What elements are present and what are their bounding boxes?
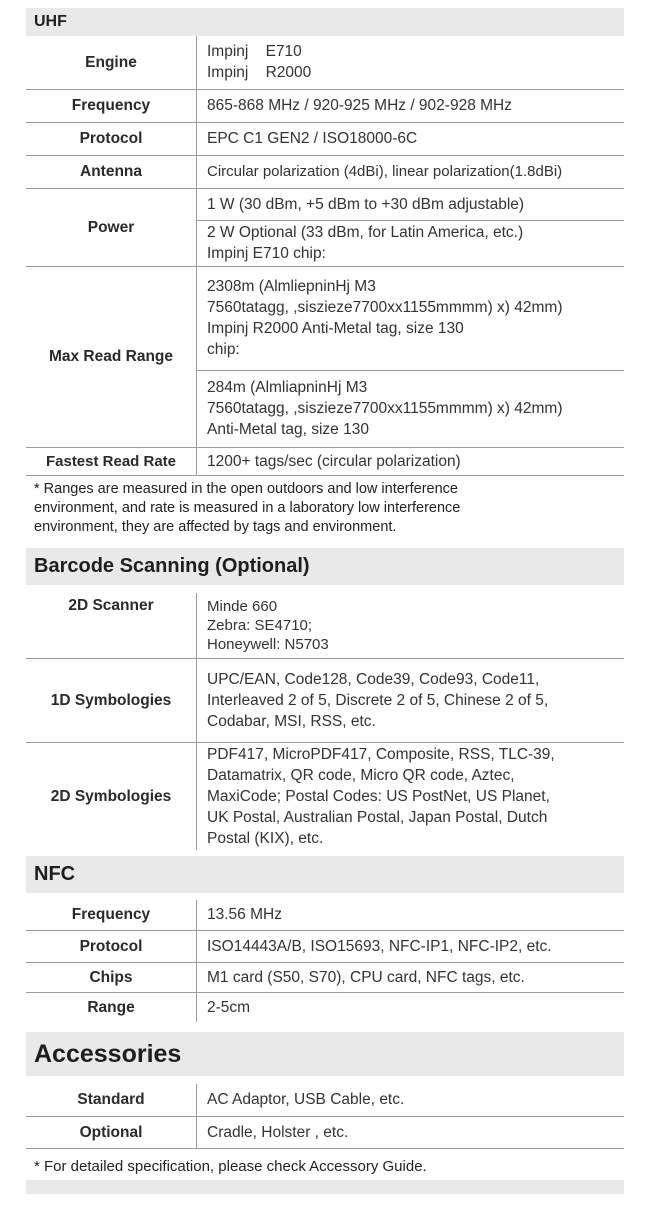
- scanner-line: Honeywell: N5703: [207, 635, 329, 653]
- spec-label: Standard: [26, 1084, 197, 1116]
- table-row: [26, 188, 624, 220]
- spec-label: Frequency: [26, 89, 197, 122]
- scanner-line: Zebra: SE4710;: [207, 616, 313, 634]
- uhf-footnote: [26, 476, 624, 548]
- spec-label: 1D Symbologies: [26, 658, 197, 742]
- table-row: [26, 1084, 624, 1116]
- spec-label: Chips: [26, 962, 197, 992]
- symbology-line: Postal (KIX), etc.: [207, 829, 324, 847]
- spec-label: Optional: [26, 1116, 197, 1148]
- range-line: Anti-Metal tag, size 130: [207, 421, 369, 438]
- table-row: [26, 266, 624, 370]
- engine-line: Impinj R2000: [207, 64, 312, 82]
- section-header-barcode: Barcode Scanning (Optional): [26, 548, 624, 585]
- range-line: 284m (AlmliapninHj M3: [207, 379, 368, 396]
- table-row: [26, 593, 624, 658]
- accessories-footnote: * For detailed specification, please check Accessory Guide.: [34, 1157, 427, 1175]
- spec-value: Circular polarization (4dBi), linear polarization(1.8dBi): [197, 155, 625, 188]
- spec-value: ISO14443A/B, ISO15693, NFC-IP1, NFC-IP2, etc.: [197, 930, 625, 962]
- table-row: [26, 742, 624, 850]
- spec-value: 13.56 MHz: [197, 900, 625, 930]
- spec-value: [197, 370, 625, 447]
- spec-sheet: [26, 8, 624, 1176]
- spec-value: [197, 220, 625, 266]
- spec-label: 2D Scanner: [26, 593, 197, 658]
- spec-label: Fastest Read Rate: [26, 447, 197, 475]
- spec-label: Frequency: [26, 900, 197, 930]
- spec-value: [197, 266, 625, 370]
- table-row: [26, 962, 624, 992]
- range-line: 7560tatagg, ,siszieze7700xx1155mmmm) x) 42mm): [207, 299, 563, 316]
- engine-line: Impinj E710: [207, 43, 302, 61]
- section-header-uhf: UHF: [26, 8, 624, 36]
- spec-value: M1 card (S50, S70), CPU card, NFC tags, etc.: [197, 962, 625, 992]
- spec-value: EPC C1 GEN2 / ISO18000-6C: [197, 122, 625, 155]
- spec-value: [197, 658, 625, 742]
- symbology-line: PDF417, MicroPDF417, Composite, RSS, TLC-39,: [207, 745, 555, 763]
- footnote-line: environment, and rate is measured in a laboratory low interference: [34, 500, 461, 516]
- footnote-line: environment, they are affected by tags and environment.: [34, 519, 397, 535]
- symbology-line: Datamatrix, QR code, Micro QR code, Aztec,: [207, 766, 515, 784]
- symbology-line: UPC/EAN, Code128, Code39, Code93, Code11,: [207, 670, 540, 688]
- footer-bar: [26, 1180, 624, 1194]
- footnote-line: * Ranges are measured in the open outdoors and low interference: [34, 481, 458, 497]
- accessories-table: [26, 1084, 624, 1149]
- table-row: [26, 930, 624, 962]
- scanner-line: Minde 660: [207, 597, 278, 615]
- spec-value: AC Adaptor, USB Cable, etc.: [197, 1084, 625, 1116]
- spec-value: 1 W (30 dBm, +5 dBm to +30 dBm adjustable): [197, 188, 625, 220]
- spec-label: Range: [26, 992, 197, 1022]
- spec-label: Power: [26, 188, 197, 266]
- table-row: [26, 36, 624, 89]
- table-row: [26, 447, 624, 475]
- spec-value: [197, 593, 625, 658]
- spec-label: Antenna: [26, 155, 197, 188]
- section-header-nfc: NFC: [26, 856, 624, 893]
- spec-label: Protocol: [26, 122, 197, 155]
- section-header-accessories: Accessories: [26, 1032, 624, 1076]
- symbology-line: UK Postal, Australian Postal, Japan Postal, Dutch: [207, 808, 548, 826]
- spec-label: Protocol: [26, 930, 197, 962]
- spec-label: Engine: [26, 36, 197, 89]
- symbology-line: Codabar, MSI, RSS, etc.: [207, 712, 376, 730]
- table-row: [26, 992, 624, 1022]
- symbology-line: Interleaved 2 of 5, Discrete 2 of 5, Chinese 2 of 5,: [207, 691, 549, 709]
- barcode-table: [26, 593, 624, 850]
- range-line: Impinj R2000 Anti-Metal tag, size 130: [207, 320, 464, 337]
- table-row: [26, 89, 624, 122]
- power-line: Impinj E710 chip:: [207, 245, 326, 262]
- spec-value: 1200+ tags/sec (circular polarization): [207, 452, 461, 470]
- power-line: 2 W Optional (33 dBm, for Latin America, etc.): [207, 224, 524, 241]
- spec-value: [197, 742, 625, 850]
- table-row: [26, 658, 624, 742]
- spec-value: [197, 36, 625, 89]
- spec-value: Cradle, Holster , etc.: [197, 1116, 625, 1148]
- nfc-table: [26, 900, 624, 1022]
- range-line: chip:: [207, 341, 240, 358]
- spec-value: 2-5cm: [207, 998, 251, 1016]
- table-row: [26, 900, 624, 930]
- spec-label: Max Read Range: [26, 266, 197, 447]
- table-row: [26, 155, 624, 188]
- uhf-table: [26, 36, 624, 475]
- spec-label: 2D Symbologies: [26, 742, 197, 850]
- table-row: [26, 122, 624, 155]
- range-line: 2308m (AlmliepninHj M3: [207, 278, 376, 295]
- table-row: [26, 1116, 624, 1148]
- spec-value: 865-868 MHz / 920-925 MHz / 902-928 MHz: [197, 89, 625, 122]
- symbology-line: MaxiCode; Postal Codes: US PostNet, US Planet,: [207, 787, 550, 805]
- range-line: 7560tatagg, ,siszieze7700xx1155mmmm) x) 42mm): [207, 400, 563, 417]
